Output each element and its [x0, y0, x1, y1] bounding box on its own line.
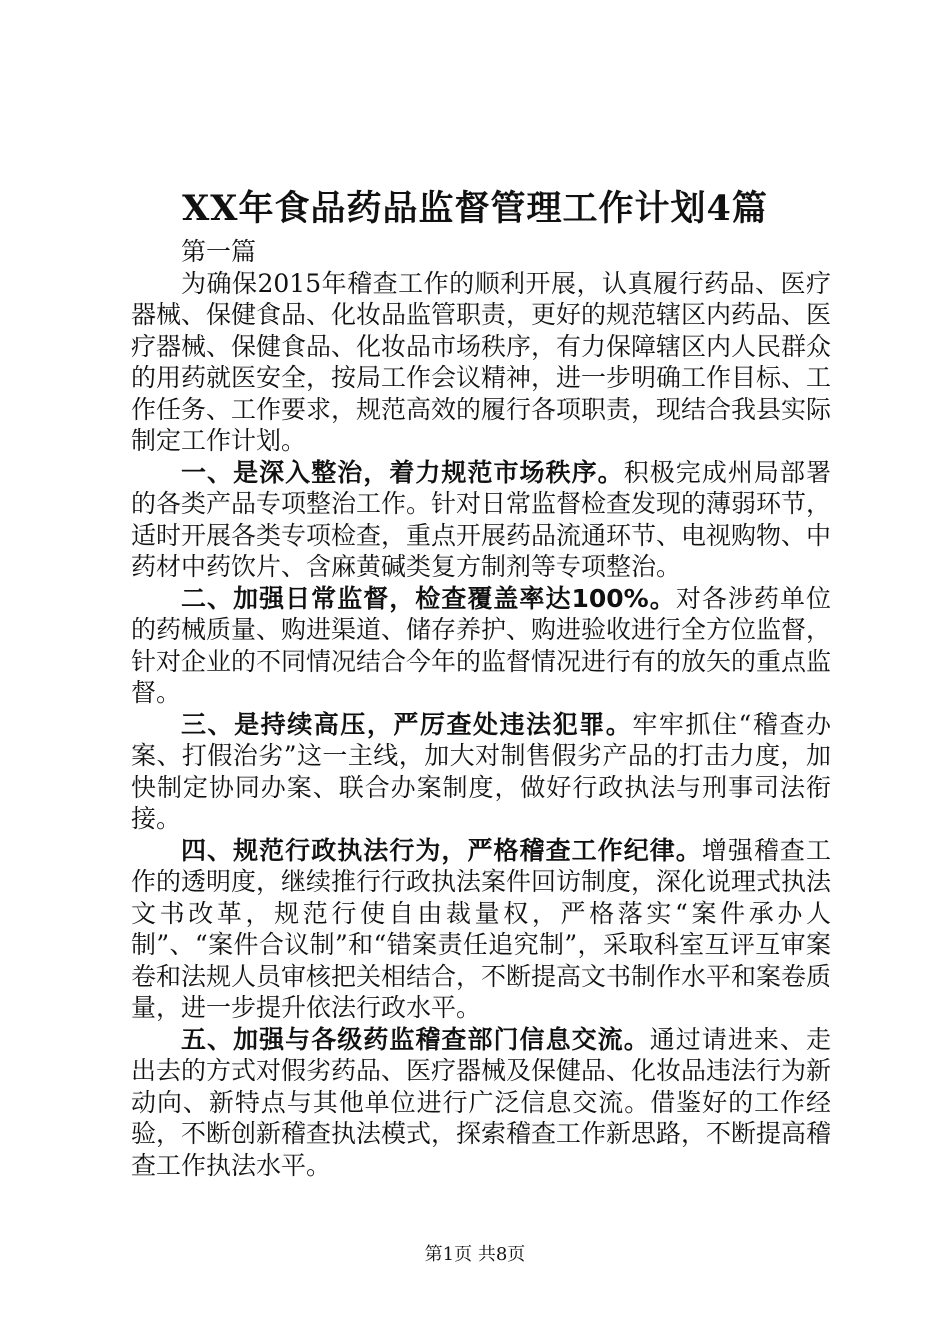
item-text: 通过请进来、走出去的方式对假劣药品、医疗器械及保健品、化妆品违法行为新动向、新特点与其他单位进行广泛信息交流。借鉴好的工作经验，不断创新稽查执法模式，探索稽查工作新思路，不断提高稽查工作执法水平。: [131, 1024, 832, 1180]
item-text: 增强稽查工作的透明度，继续推行行政执法案件回访制度，深化说理式执法文书改革，规范行使自由裁量权，严格落实“案件承办人制”、“案件合议制”和“错案责任追究制”，采取科室互评互审案卷和法规人员审核把关相结合，不断提高文书制作水平和案卷质量，进一步提升依法行政水平。: [131, 835, 832, 1022]
document-body: [131, 236, 831, 1181]
item-paragraph: [131, 1024, 831, 1182]
item-paragraph: [131, 583, 831, 709]
item-lead: 一、是深入整治，着力规范市场秩序。: [181, 457, 624, 487]
item-lead: 三、是持续高压，严厉查处违法犯罪。: [181, 709, 633, 739]
intro-paragraph: 为确保2015年稽查工作的顺利开展，认真履行药品、医疗器械、保健食品、化妆品监管职责，更好的规范辖区内药品、医疗器械、保健食品、化妆品市场秩序，有力保障辖区内人民群众的用药就医安全，按局工作会议精神，进一步明确工作目标、工作任务、工作要求，规范高效的履行各项职责，现结合我县实际制定工作计划。: [131, 268, 832, 455]
item-paragraph: [131, 709, 831, 835]
item-text: 积极完成州局部署的各类产品专项整治工作。针对日常监督检查发现的薄弱环节，适时开展各类专项检查，重点开展药品流通环节、电视购物、中药材中药饮片、含麻黄碱类复方制剂等专项整治。: [131, 457, 832, 581]
item-paragraph: [131, 457, 831, 583]
item-lead: 二、加强日常监督，检查覆盖率达100%。: [181, 583, 676, 613]
item-lead: 五、加强与各级药监稽查部门信息交流。: [181, 1024, 650, 1054]
item-paragraph: [131, 835, 831, 1024]
item-text: 对各涉药单位的药械质量、购进渠道、储存养护、购进验收进行全方位监督，针对企业的不同情况结合今年的监督情况进行有的放矢的重点监督。: [131, 583, 832, 707]
document-title: XX年食品药品监督管理工作计划4篇: [182, 188, 768, 229]
item-lead: 四、规范行政执法行为，严格稽查工作纪律。: [181, 835, 702, 865]
page-number-footer: 第1页 共8页: [424, 1244, 526, 1265]
item-text: 牢牢抓住“稽查办案、打假治劣”这一主线，加大对制售假劣产品的打击力度，加快制定协同办案、联合办案制度，做好行政执法与刑事司法衔接。: [131, 709, 831, 833]
section-label: 第一篇: [181, 237, 257, 266]
